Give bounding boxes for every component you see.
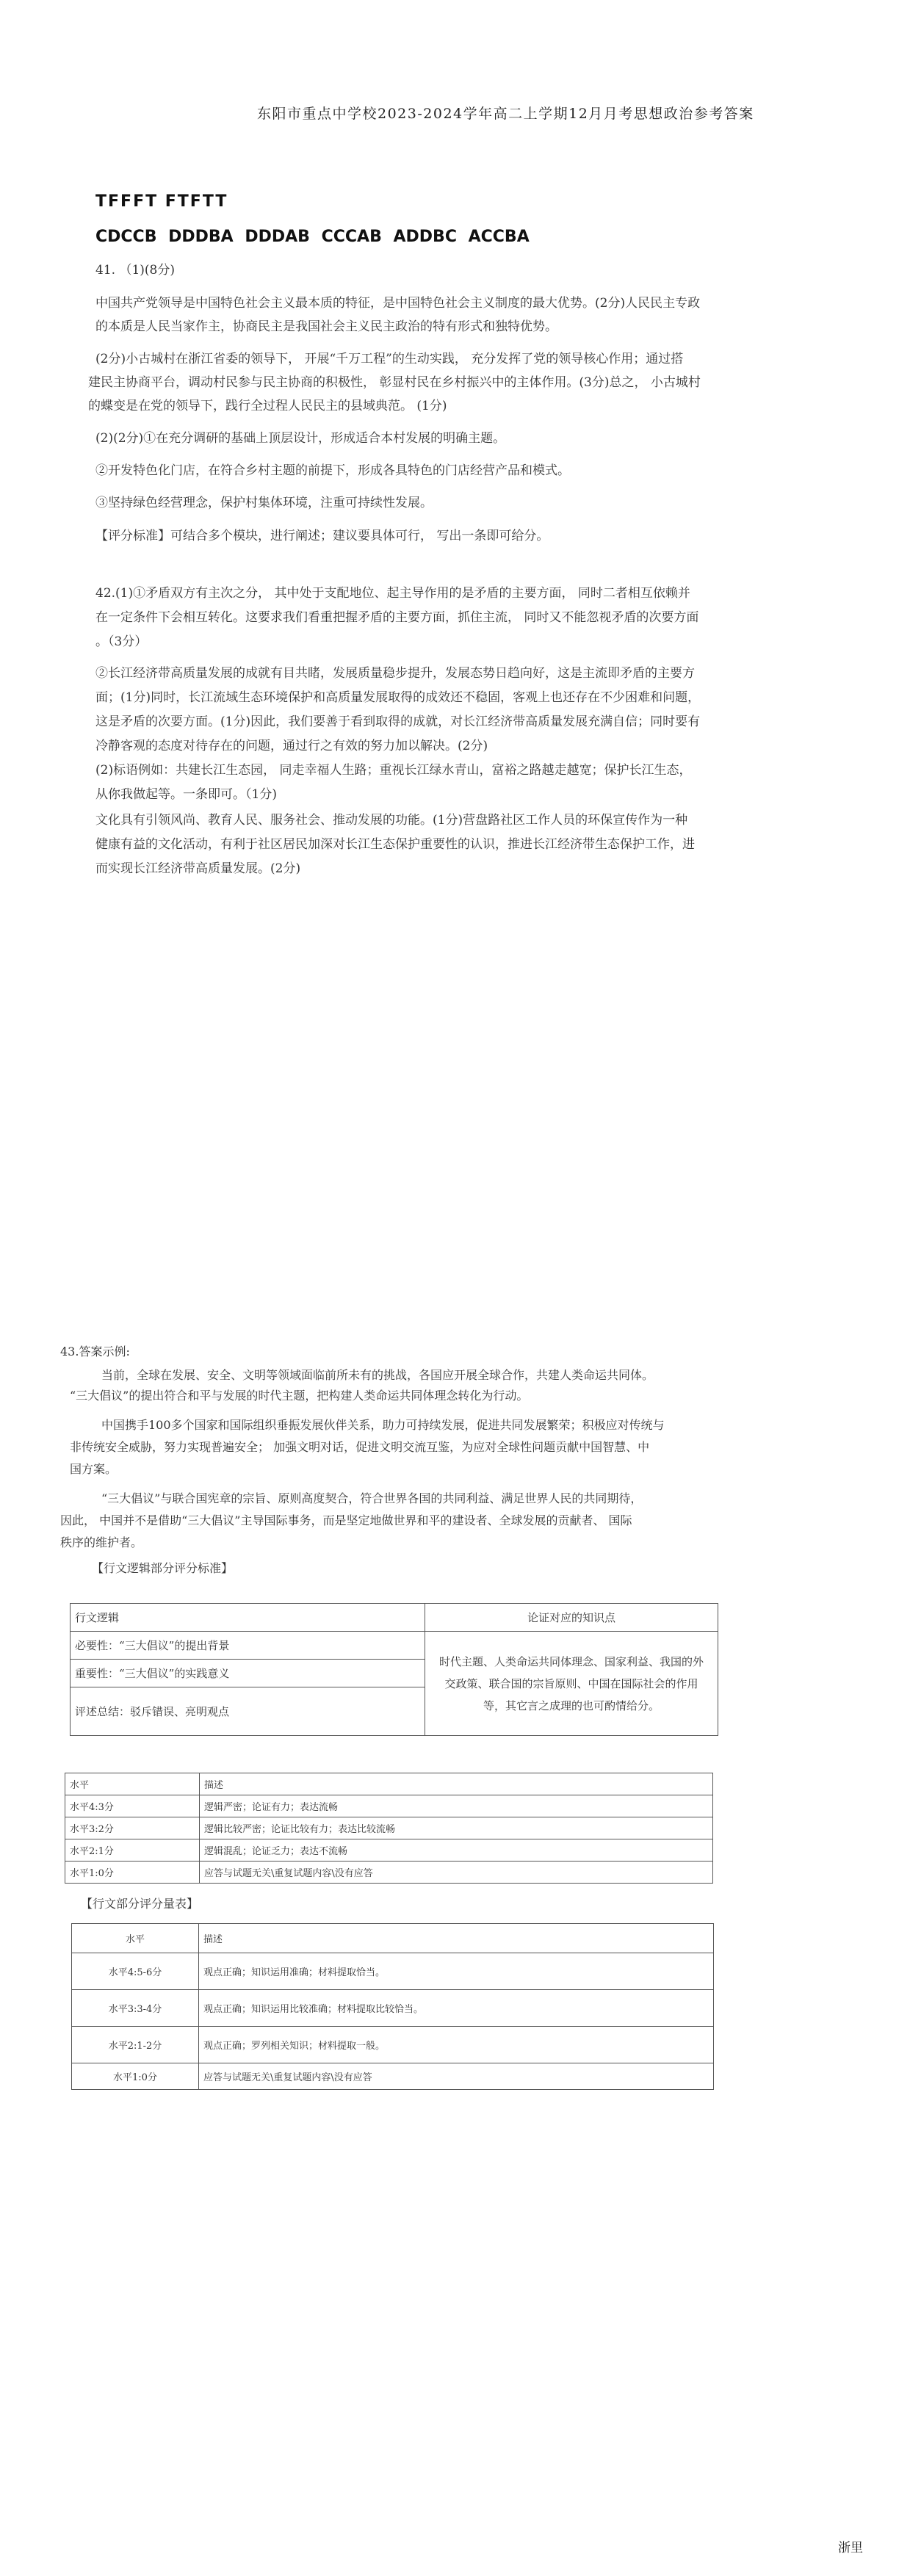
table-row (72, 1990, 714, 2027)
q43-line: 因此， 中国并不是借助“三大倡议”主导国际事务，而是坚定地做世界和平的建设者、全球发展的贡献者、 国际 (60, 1513, 632, 1527)
q43-line: “三大倡议”的提出符合和平与发展的时代主题，把构建人类命运共同体理念转化为行动。 (70, 1389, 529, 1403)
table-cell: 重要性：“三大倡议”的实践意义 (71, 1660, 425, 1687)
table-cell: 应答与试题无关\重复试题内容\没有应答 (200, 1862, 713, 1884)
q42-line: ②长江经济带高质量发展的成就有目共睹，发展质量稳步提升，发展态势日趋向好，这是主流即矛盾的主要方 (95, 666, 695, 681)
table-header-row (65, 1773, 713, 1795)
q42-line: 这是矛盾的次要方面。(1分)因此，我们要善于看到取得的成就，对长江经济带高质量发展充满自信；同时要有 (95, 714, 701, 729)
table-cell: 评述总结：驳斥错误、亮明观点 (71, 1687, 425, 1736)
q42-line: 在一定条件下会相互转化。这要求我们看重把握矛盾的主要方面，抓住主流， 同时又不能忽视矛盾的次要方面 (95, 610, 699, 625)
page-title: 东阳市重点中学校2023-2024学年高二上学期12月月考思想政治参考答案 (257, 106, 754, 122)
table-header: 行文逻辑 (71, 1604, 425, 1632)
q42-line: 面；(1分)同时，长江流域生态环境保护和高质量发展取得的成效还不稳固，客观上也还存在不少困难和问题， (95, 690, 701, 705)
q42-line: 文化具有引领风尚、教育人民、服务社会、推动发展的功能。(1分)营盘路社区工作人员的环保宣传作为一种 (95, 813, 688, 828)
table-row (72, 2027, 714, 2063)
q41-line: 41. （1)(8分) (95, 263, 175, 278)
q43-line: 当前，全球在发展、安全、文明等领域面临前所未有的挑战，各国应开展全球合作，共建人类命运共同体。 (101, 1368, 654, 1382)
table-row (65, 1839, 713, 1862)
q43-line: 国方案。 (70, 1462, 118, 1476)
q42-line: 从你我做起等。一条即可。（1分) (95, 787, 277, 802)
table-header: 描述 (199, 1924, 714, 1953)
table-cell: 水平3:3-4分 (72, 1990, 199, 2027)
table-cell: 逻辑混乱；论证乏力；表达不流畅 (200, 1839, 713, 1862)
table-row (65, 1817, 713, 1839)
true-false-answers: TFFFT FTFTT (95, 192, 228, 211)
section-label: 【行文逻辑部分评分标准】 (92, 1561, 234, 1575)
table-header: 论证对应的知识点 (425, 1604, 718, 1632)
q43-line: 非传统安全威胁，努力实现普遍安全； 加强文明对话，促进文明交流互鉴，为应对全球性问题贡献中国智慧、中 (70, 1440, 650, 1454)
table-cell: 水平4:3分 (65, 1795, 200, 1817)
table-cell: 水平2:1分 (65, 1839, 200, 1862)
q42-line: (2)标语例如：共建长江生态园， 同走幸福人生路；重视长江绿水青山，富裕之路越走越宽；保护长江生态， (95, 763, 692, 778)
q42-line: 。（3分） (95, 634, 148, 649)
footer-mark: 浙里 (838, 2541, 863, 2555)
q41-line: 中国共产党领导是中国特色社会主义最本质的特征，是中国特色社会主义制度的最大优势。(2分)人民民主专政 (95, 296, 701, 311)
q43-line: 43.答案示例: (60, 1345, 130, 1358)
table-row (65, 1795, 713, 1817)
table-cell: 逻辑严密；论证有力；表达流畅 (200, 1795, 713, 1817)
table-cell: 水平1:0分 (72, 2063, 199, 2090)
q43-line: 中国携手100多个国家和国际组织垂振发展伙伴关系，助力可持续发展，促进共同发展繁荣；积极应对传统与 (101, 1418, 665, 1432)
table-cell: 应答与试题无关\重复试题内容\没有应答 (199, 2063, 714, 2090)
table-cell: 水平3:2分 (65, 1817, 200, 1839)
table-cell: 观点正确；知识运用准确；材料提取恰当。 (199, 1953, 714, 1990)
table-cell: 观点正确；罗列相关知识；材料提取一般。 (199, 2027, 714, 2063)
q41-line: 的本质是人民当家作主，协商民主是我国社会主义民主政治的特有形式和独特优势。 (95, 319, 557, 334)
table-row (72, 1953, 714, 1990)
section-label: 【行文部分评分量表】 (81, 1897, 199, 1911)
q41-line: (2分)小古城村在浙江省委的领导下， 开展“千万工程”的生动实践， 充分发挥了党的领导核心作用；通过搭 (95, 352, 684, 366)
q41-line: ③坚持绿色经营理念，保护村集体环境，注重可持续性发展。 (95, 496, 433, 510)
table-row (65, 1862, 713, 1884)
logic-level-table (65, 1773, 713, 1884)
logic-scoring-table (70, 1603, 718, 1736)
table-row (71, 1632, 718, 1660)
table-cell: 逻辑比较严密；论证比较有力；表达比较流畅 (200, 1817, 713, 1839)
table-cell: 观点正确；知识运用比较准确；材料提取比较恰当。 (199, 1990, 714, 2027)
table-cell: 水平2:1-2分 (72, 2027, 199, 2063)
multiple-choice-answers: CDCCB DDDBA DDDAB CCCAB ADDBC ACCBA (95, 228, 530, 246)
table-header: 水平 (72, 1924, 199, 1953)
q41-line: 【评分标准】可结合多个模块，进行阐述；建议要具体可行， 写出一条即可给分。 (95, 529, 549, 543)
knowledge-cell: 时代主题、人类命运共同体理念、国家利益、我国的外交政策、联合国的宗旨原则、中国在国际社会的作用等，其它言之成理的也可酌情给分。 (425, 1632, 718, 1736)
table-header: 描述 (200, 1773, 713, 1795)
q41-line: 建民主协商平台，调动村民参与民主协商的积极性， 彰显村民在乡村振兴中的主体作用。(3分)总之， 小古城村 (88, 375, 701, 390)
q41-line: (2)(2分)①在充分调研的基础上顶层设计，形成适合本村发展的明确主题。 (95, 431, 506, 446)
q42-line: 42.(1)①矛盾双方有主次之分， 其中处于支配地位、起主导作用的是矛盾的主要方面， 同时二者相互依赖并 (95, 586, 690, 601)
q42-line: 健康有益的文化活动，有利于社区居民加深对长江生态保护重要性的认识，推进长江经济带生态保护工作，进 (95, 837, 695, 852)
q41-line: ②开发特色化门店，在符合乡村主题的前提下，形成各具特色的门店经营产品和模式。 (95, 463, 570, 478)
table-cell: 必要性：“三大倡议”的提出背景 (71, 1632, 425, 1660)
table-cell: 水平4:5-6分 (72, 1953, 199, 1990)
table-row (72, 2063, 714, 2090)
table-header-row (72, 1924, 714, 1953)
q42-line: 而实现长江经济带高质量发展。(2分) (95, 861, 301, 876)
q41-line: 的蝶变是在党的领导下，践行全过程人民民主的县域典范。 (1分) (88, 399, 447, 413)
content-scoring-table (71, 1923, 714, 2090)
q43-line: 秩序的维护者。 (60, 1535, 143, 1549)
table-header: 水平 (65, 1773, 200, 1795)
q43-line: “三大倡议”与联合国宪章的宗旨、原则高度契合，符合世界各国的共同利益、满足世界人民的共同期待， (101, 1491, 643, 1505)
q42-line: 冷静客观的态度对待存在的问题，通过行之有效的努力加以解决。(2分) (95, 739, 488, 753)
table-header-row (71, 1604, 718, 1632)
table-cell: 水平1:0分 (65, 1862, 200, 1884)
